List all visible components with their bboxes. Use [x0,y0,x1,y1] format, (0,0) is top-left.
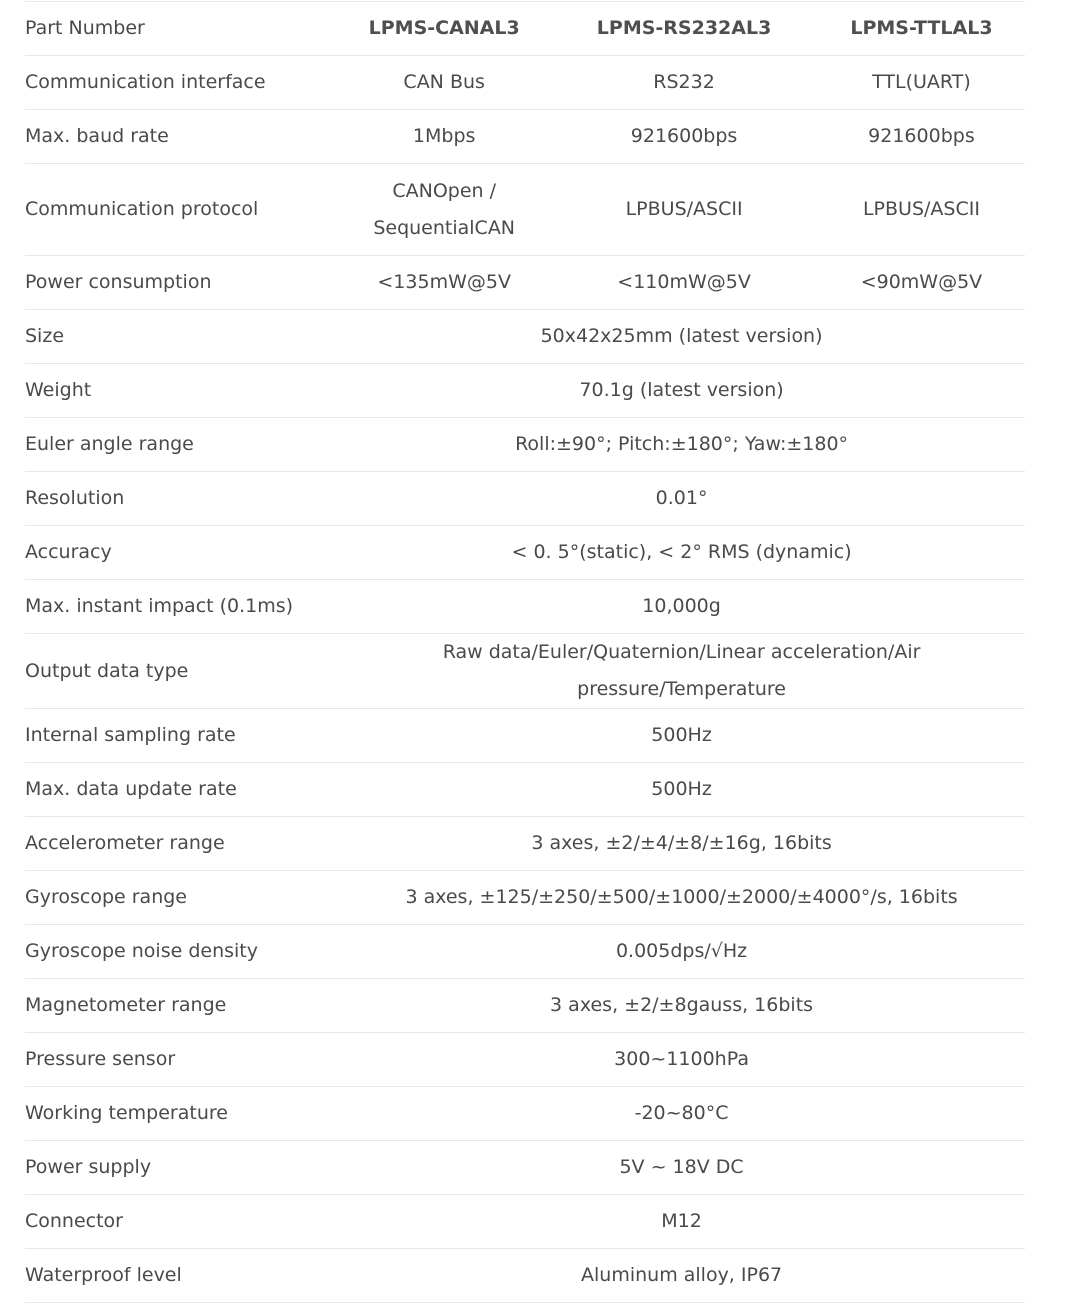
row-label: Pressure sensor [25,1048,176,1070]
table-row [25,164,1025,256]
row-label: Weight [25,379,92,401]
cell-value: TTL(UART) [872,71,971,93]
cell-value: CAN Bus [403,71,485,93]
row-label: Size [25,325,65,347]
table-row [25,526,1025,580]
row-label: Waterproof level [25,1264,182,1286]
row-label: Gyroscope noise density [25,940,258,962]
model-name-canal3: LPMS-CANAL3 [368,17,520,39]
cell-value: <90mW@5V [860,271,983,293]
header-row [25,2,1025,56]
table-row [25,472,1025,526]
row-label: Euler angle range [25,433,194,455]
cell-value: 10,000g [642,595,721,617]
table-row [25,1249,1025,1303]
header-label: Part Number [25,17,145,39]
row-label: Max. data update rate [25,778,237,800]
cell-value: 300~1100hPa [614,1048,749,1070]
cell-value: <110mW@5V [617,271,751,293]
table-row [25,1087,1025,1141]
row-label: Internal sampling rate [25,724,236,746]
table-row [25,1141,1025,1195]
row-label: Output data type [25,659,189,682]
cell-value: Roll:±90°; Pitch:±180°; Yaw:±180° [515,433,849,455]
table-row [25,310,1025,364]
cell-value: < 0. 5°(static), < 2° RMS (dynamic) [511,541,852,563]
cell-value: 3 axes, ±125/±250/±500/±1000/±2000/±4000°/s, 16bits [405,886,958,908]
table-row [25,925,1025,979]
table-row [25,634,1025,709]
cell-value: 70.1g (latest version) [579,379,784,401]
table-row [25,418,1025,472]
table-row [25,256,1025,310]
row-label: Max. instant impact (0.1ms) [25,595,294,617]
table-row [25,364,1025,418]
table-row [25,817,1025,871]
cell-value: 50x42x25mm (latest version) [540,325,823,347]
table-row [25,1195,1025,1249]
cell-value: CANOpen / SequentialCAN [373,179,516,239]
row-label: Communication protocol [25,198,259,220]
cell-value: 500Hz [651,724,712,746]
row-label: Working temperature [25,1102,228,1124]
row-label: Magnetometer range [25,994,227,1016]
cell-value: -20~80°C [634,1102,729,1124]
cell-value: 921600bps [630,125,738,147]
row-label: Communication interface [25,71,266,93]
table-row [25,709,1025,763]
table-row [25,110,1025,164]
model-name-rs232al3: LPMS-RS232AL3 [596,17,772,39]
model-name-ttlal3: LPMS-TTLAL3 [850,17,993,39]
row-label: Gyroscope range [25,886,187,908]
cell-value: Raw data/Euler/Quaternion/Linear acceleration/Air pressure/Temperature [442,641,921,700]
table-row [25,763,1025,817]
cell-value: 0.005dps/√Hz [615,940,748,962]
cell-value: M12 [661,1210,702,1232]
row-label: Connector [25,1210,123,1232]
cell-value: <135mW@5V [377,271,511,293]
row-label: Max. baud rate [25,125,169,147]
table-row [25,1033,1025,1087]
table-row [25,580,1025,634]
row-label: Accuracy [25,541,112,563]
spec-table [25,1,1025,1303]
row-label: Power supply [25,1156,152,1178]
row-label: Power consumption [25,271,212,293]
row-label: Resolution [25,487,125,509]
cell-value: 921600bps [868,125,975,147]
cell-value: 1Mbps [412,125,476,147]
cell-value: RS232 [653,71,715,93]
cell-value: LPBUS/ASCII [625,198,743,220]
table-row [25,871,1025,925]
cell-value: 0.01° [655,487,708,509]
cell-value: 3 axes, ±2/±8gauss, 16bits [550,994,814,1016]
cell-value: 3 axes, ±2/±4/±8/±16g, 16bits [531,832,832,854]
cell-value: LPBUS/ASCII [862,198,980,220]
cell-value: 500Hz [651,778,712,800]
row-label: Accelerometer range [25,832,225,854]
cell-value: Aluminum alloy, IP67 [581,1264,783,1286]
table-row [25,56,1025,110]
table-row [25,979,1025,1033]
cell-value: 5V ~ 18V DC [619,1156,744,1178]
